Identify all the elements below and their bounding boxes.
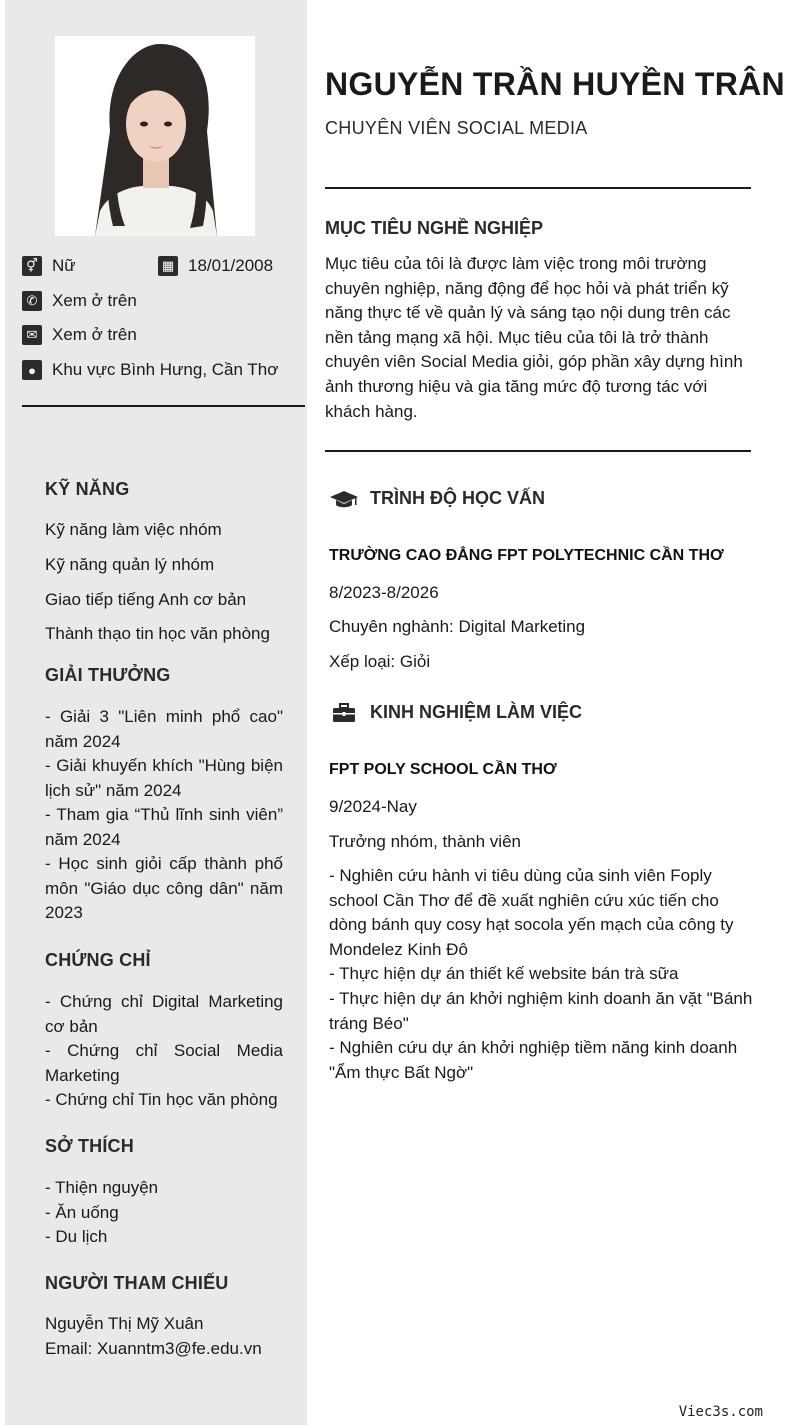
certificates-heading: CHỨNG CHỈ xyxy=(45,950,151,970)
education-heading-label: TRÌNH ĐỘ HỌC VẤN xyxy=(370,488,545,508)
awards-heading: GIẢI THƯỞNG xyxy=(45,665,171,685)
hobbies-list xyxy=(45,1176,283,1250)
education-major: Chuyên nghành: Digital Marketing xyxy=(329,617,586,636)
location-pin-icon: ● xyxy=(22,360,42,380)
email-value: Xem ở trên xyxy=(52,325,137,344)
mail-icon: ✉ xyxy=(22,325,42,345)
education-period: 8/2023-8/2026 xyxy=(329,583,439,602)
experience-role: Trưởng nhóm, thành viên xyxy=(329,832,521,851)
briefcase-icon xyxy=(329,703,359,723)
award-item: - Học sinh giỏi cấp thành phố môn "Giáo dục công dân" năm 2023 xyxy=(45,854,283,922)
education-heading xyxy=(329,488,545,509)
certificates-list xyxy=(45,990,283,1113)
birthdate-value: 18/01/2008 xyxy=(188,256,274,275)
education-rank: Xếp loại: Giỏi xyxy=(329,652,431,671)
awards-list xyxy=(45,705,283,926)
reference-email: Email: Xuanntm3@fe.edu.vn xyxy=(45,1338,262,1358)
calendar-icon: ▦ xyxy=(158,256,178,276)
reference-block xyxy=(45,1312,283,1361)
skills-heading: KỸ NĂNG xyxy=(45,479,130,499)
skill-item: Kỹ năng quản lý nhóm xyxy=(45,555,215,574)
reference-heading: NGƯỜI THAM CHIẾU xyxy=(45,1273,229,1293)
hobby-item: - Du lịch xyxy=(45,1227,108,1246)
experience-item: - Thực hiện dự án khởi nghiệm kinh doanh ăn vặt "Bánh tráng Béo" xyxy=(329,988,753,1033)
experience-period: 9/2024-Nay xyxy=(329,797,417,816)
objective-text: Mục tiêu của tôi là được làm việc trong môi trường chuyên nghiệp, năng động để học hỏi và phát triển kỹ năng thực tế về quản lý và sáng tạo nội dung trên các nền tảng mạng xã hội. Mục tiêu của tôi là trở thành chuyên viên Social Media giỏi, góp phần xây dựng hình ảnh thương hiệu và gia tăng mức độ tương tác với khách hàng. xyxy=(325,254,743,421)
hobbies-heading: SỞ THÍCH xyxy=(45,1136,134,1156)
company-name: FPT POLY SCHOOL CẦN THƠ xyxy=(329,761,557,778)
skill-item: Kỹ năng làm việc nhóm xyxy=(45,520,222,539)
experience-item: - Nghiên cứu hành vi tiêu dùng của sinh viên Foply school Cần Thơ để đề xuất nghiên cứu xúc tiến cho dòng bánh quy cosy hạt socola yến mạch của công ty Mondelez Kinh Đô xyxy=(329,866,734,959)
gender-row xyxy=(22,256,76,276)
objective-heading: MỤC TIÊU NGHỀ NGHIỆP xyxy=(325,218,544,238)
experience-item: - Thực hiện dự án thiết kế website bán trà sữa xyxy=(329,964,679,984)
job-title: CHUYÊN VIÊN SOCIAL MEDIA xyxy=(325,118,588,138)
header-divider xyxy=(325,187,751,189)
certificate-item: - Chứng chỉ Digital Marketing cơ bản xyxy=(45,992,283,1036)
objective-divider xyxy=(325,450,751,452)
award-item: - Giải khuyến khích "Hùng biện lịch sử" năm 2024 xyxy=(45,756,283,800)
experience-list xyxy=(329,864,761,1085)
profile-photo xyxy=(55,36,255,236)
certificate-item: - Chứng chỉ Tin học văn phòng xyxy=(45,1090,278,1109)
watermark: Viec3s.com xyxy=(678,1404,763,1420)
experience-item: - Nghiên cứu dự án khởi nghiệp tiềm năng kinh doanh "Ẩm thực Bất Ngờ" xyxy=(329,1038,738,1082)
birthdate-row xyxy=(158,256,273,276)
experience-heading-label: KINH NGHIỆM LÀM VIỆC xyxy=(370,702,583,722)
address-value: Khu vực Bình Hưng, Cần Thơ xyxy=(52,360,279,379)
certificate-item: - Chứng chỉ Social Media Marketing xyxy=(45,1041,283,1085)
gender-icon: ⚥ xyxy=(22,256,42,276)
skill-item: Giao tiếp tiếng Anh cơ bản xyxy=(45,590,247,609)
award-item: - Giải 3 "Liên minh phổ cao" năm 2024 xyxy=(45,707,283,751)
hobby-item: - Ăn uống xyxy=(45,1202,119,1222)
address-row xyxy=(22,360,278,380)
sidebar-divider xyxy=(22,405,305,407)
award-item: - Tham gia “Thủ lĩnh sinh viên” năm 2024 xyxy=(45,805,283,849)
candidate-name: NGUYỄN TRẦN HUYỀN TRÂN xyxy=(325,66,785,102)
phone-row xyxy=(22,291,137,311)
experience-heading xyxy=(329,702,582,723)
email-row xyxy=(22,325,137,345)
phone-icon: ✆ xyxy=(22,291,42,311)
school-name: TRƯỜNG CAO ĐẲNG FPT POLYTECHNIC CẦN THƠ xyxy=(329,547,724,564)
reference-name: Nguyễn Thị Mỹ Xuân xyxy=(45,1314,204,1333)
hobby-item: - Thiện nguyện xyxy=(45,1178,159,1197)
phone-value: Xem ở trên xyxy=(52,291,137,310)
graduation-cap-icon xyxy=(329,489,359,509)
skill-item: Thành thạo tin học văn phòng xyxy=(45,624,270,643)
gender-value: Nữ xyxy=(52,256,76,275)
